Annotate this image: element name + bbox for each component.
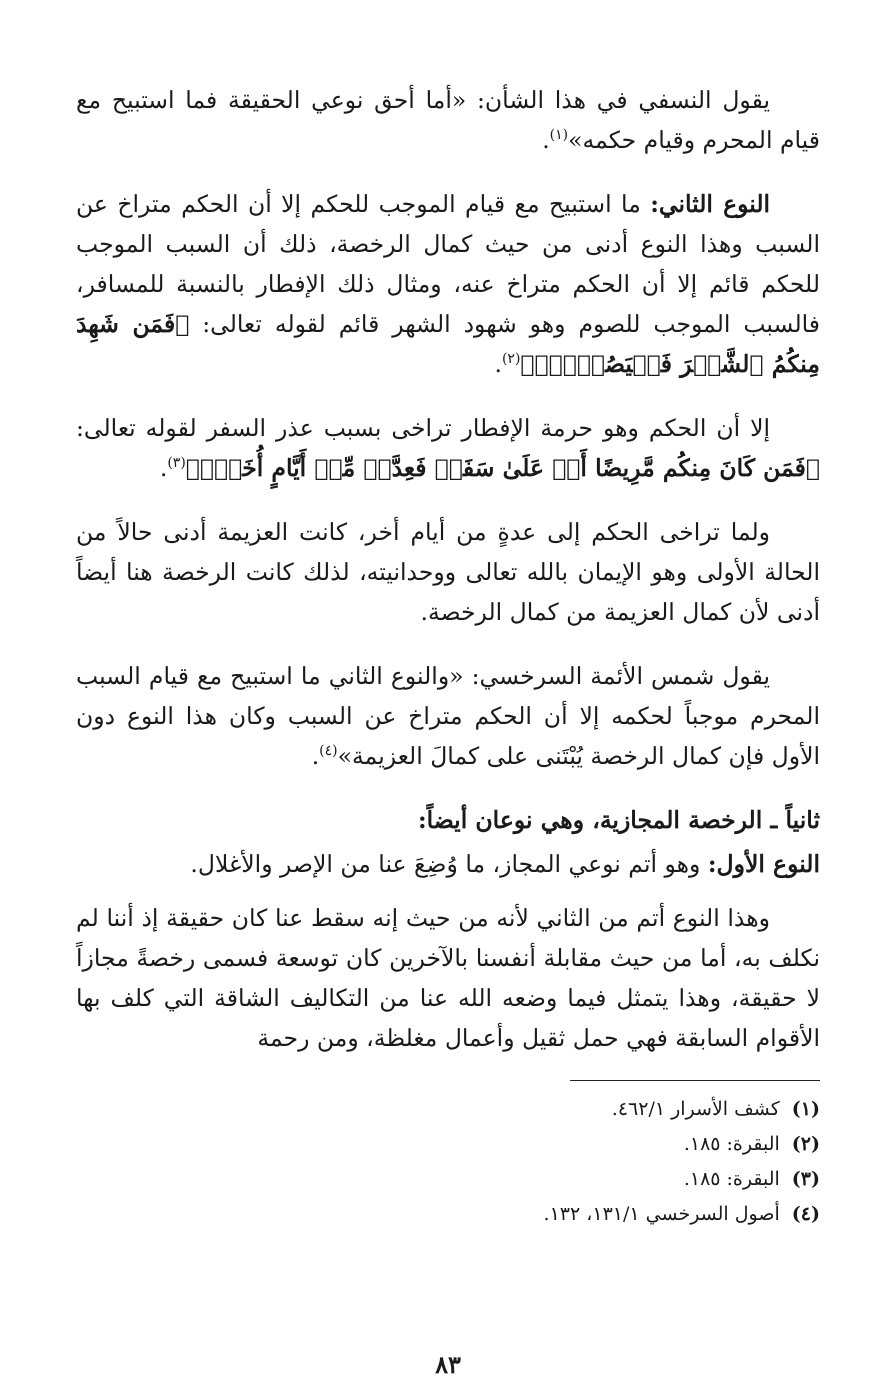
paragraph-end: . [311, 742, 320, 770]
paragraph-travel-excuse [76, 408, 820, 488]
footnote-text: أصول السرخسي ١٣١/١، ١٣٢. [543, 1203, 780, 1225]
footnote-number: (٣) [791, 1168, 820, 1190]
footnote-number: (١) [791, 1098, 820, 1120]
footnote-text: البقرة: ١٨٥. [683, 1168, 780, 1190]
paragraph-text: ما استبيح مع قيام الموجب للحكم إلا أن الحكم متراخ عن السبب وهذا النوع أدنى من حيث كمال الرخصة، ذلك أن السبب الموجب للحكم قائم إلا أن الحكم متراخ عنه، ومثال ذلك الإفطار بالنسبة للمسافر، فالسبب الموجب للصوم وهو شهود الشهر قائم لقوله تعالى: [76, 190, 821, 338]
footnote-ref[interactable]: (٤) [319, 743, 338, 760]
footnotes [76, 1092, 820, 1232]
paragraph-lead: النوع الثاني: [650, 190, 771, 218]
paragraph-text: ولما تراخى الحكم إلى عدةٍ من أيام أخر، كانت العزيمة أدنى حالاً من الحالة الأولى وهو الإيمان بالله تعالى ووحدانيته، لذلك كانت الرخصة هنا أيضاً أدنى لأن كمال العزيمة من كمال الرخصة. [76, 518, 820, 626]
paragraph-text: وهو أتم نوعي المجاز، ما وُضِعَ عنا من الإصر والأغلال. [190, 850, 708, 878]
paragraph-text: إلا أن الحكم وهو حرمة الإفطار تراخى بسبب عذر السفر لقوله تعالى: [76, 414, 770, 442]
book-page [76, 80, 821, 1379]
footnote-ref[interactable]: (٣) [167, 455, 186, 472]
paragraph-text: وهذا النوع أتم من الثاني لأنه من حيث إنه سقط عنا كان حقيقة إذ أننا لم نكلف به، أما من حيث مقابلة أنفسنا بالآخرين كان توسعة فسمى رخصةً مجازاً لا حقيقة، وهذا يتمثل فيما وضعه الله عنا من التكاليف الشاقة التي كلف بها الأقوام السابقة فهي حمل ثقيل وأعمال مغلظة، ومن رحمة [76, 904, 820, 1052]
page-number: ٨٣ [435, 1350, 461, 1379]
footnote-ref[interactable]: (١) [549, 127, 569, 144]
paragraph-delay [76, 512, 820, 632]
paragraph-sarakhsi-quote [76, 656, 820, 776]
footnote-item [76, 1197, 820, 1232]
paragraph-end: . [542, 126, 550, 154]
footnote-text: كشف الأسرار ٤٦٢/١. [611, 1098, 780, 1120]
footnote-ref[interactable]: (٢) [501, 351, 521, 368]
paragraph-first-type-detail [76, 898, 820, 1058]
footnote-divider [570, 1080, 820, 1081]
paragraph-end: . [159, 454, 168, 482]
paragraph-second-type [76, 184, 820, 384]
paragraph-first-type [76, 844, 820, 884]
footnote-item [76, 1127, 820, 1162]
paragraph-nasafi-quote [76, 80, 820, 160]
footnote-number: (٤) [791, 1203, 820, 1225]
footnote-text: البقرة: ١٨٥. [683, 1133, 780, 1155]
paragraph-text: يقول شمس الأئمة السرخسي: «والنوع الثاني ما استبيح مع قيام السبب المحرم موجباً لحكمه إلا أن الحكم متراخ عن السبب وكان هذا النوع دون الأول فإن كمال الرخصة يُبْتَنى على كمالَ العزيمة» [76, 662, 820, 770]
quran-verse: ﴿فَمَن شَهِدَ مِنكُمُ ٱلشَّهۡرَ فَلۡيَصُمۡهُۖ﴾ [76, 310, 820, 378]
paragraph-end: . [494, 350, 502, 378]
quran-verse: ﴿فَمَن كَانَ مِنكُم مَّرِيضًا أَوۡ عَلَىٰ سَفَرٖ فَعِدَّةٞ مِّنۡ أَيَّامٍ أُخَرَۚ﴾ [185, 454, 820, 482]
footnote-item [76, 1162, 820, 1197]
paragraph-lead: النوع الأول: [707, 850, 820, 878]
footnote-number: (٢) [791, 1133, 820, 1155]
footnote-item [76, 1092, 820, 1127]
paragraph-text: يقول النسفي في هذا الشأن: «أما أحق نوعي الحقيقة فما استبيح مع قيام المحرم وقيام حكمه» [76, 86, 820, 154]
section-heading: ثانياً ـ الرخصة المجازية، وهي نوعان أيضاً: [417, 806, 820, 834]
